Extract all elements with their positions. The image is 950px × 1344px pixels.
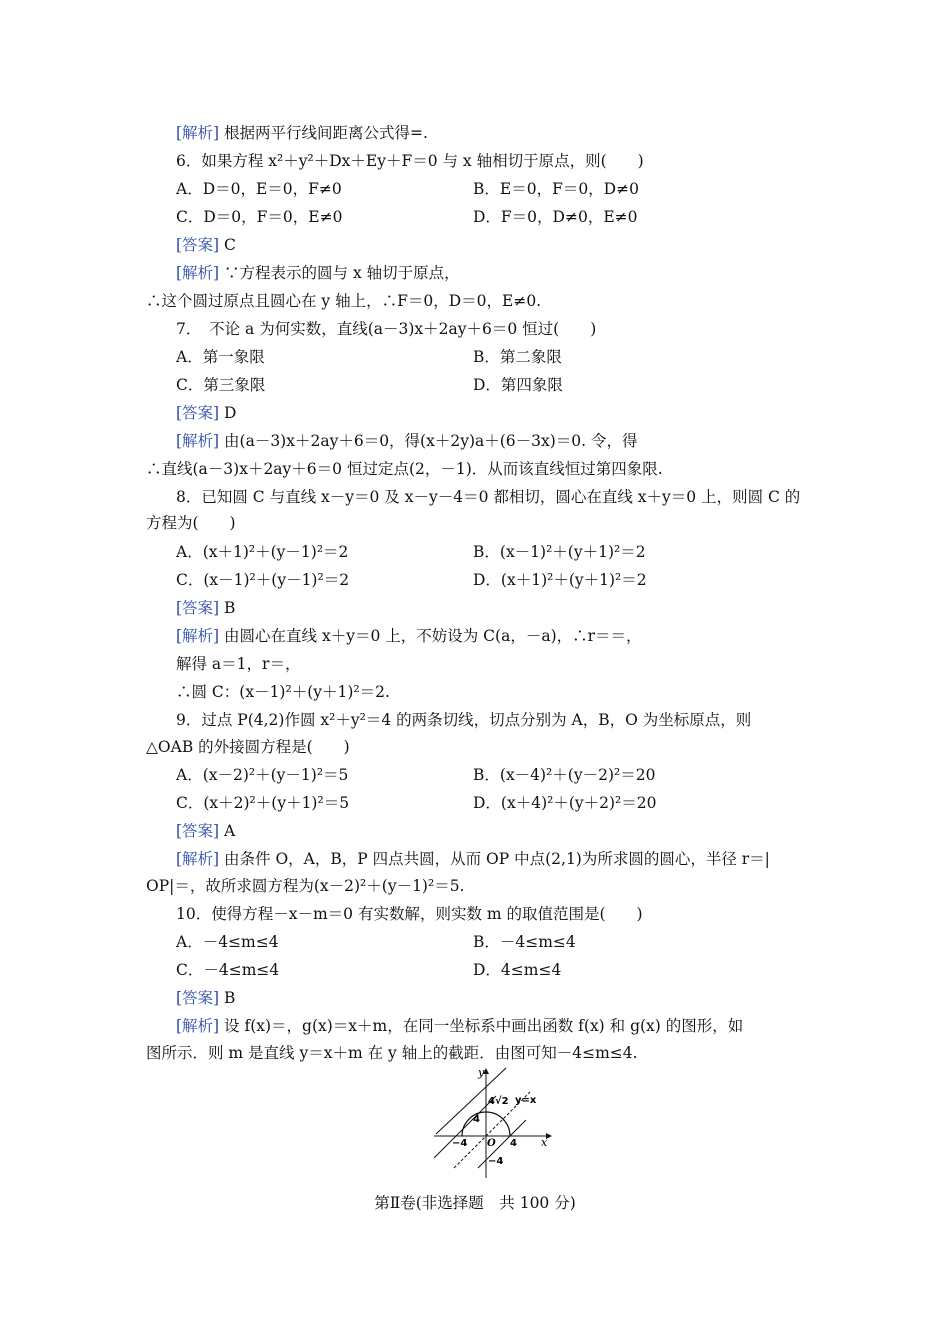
section-footer: 第Ⅱ卷(非选择题 共 100 分): [374, 1194, 576, 1212]
question-8-line2: 方程为( ): [146, 514, 236, 532]
analysis-7-line1: [解析] 由(a－3)x＋2ay＋6＝0，得(x＋2y)a＋(6－3x)＝0. 令，得: [176, 432, 638, 450]
question-7: 7． 不论 a 为何实数，直线(a－3)x＋2ay＋6＝0 恒过( ): [176, 320, 597, 338]
section-tag: [解析]: [176, 124, 220, 142]
analysis-9-line1: [解析] 由条件 O，A，B，P 四点共圆，从而 OP 中点(2,1)为所求圆的圆心，半径 r＝|: [176, 850, 770, 868]
option-10c: C．－4≤m≤4: [176, 961, 280, 979]
option-10d: D．4≤m≤4: [473, 961, 562, 979]
option-8d: D．(x＋1)²＋(y＋1)²＝2: [473, 571, 647, 589]
option-7d: D．第四象限: [473, 376, 563, 394]
option-9b: B．(x－4)²＋(y－2)²＝20: [473, 766, 656, 784]
question-6: 6．如果方程 x²＋y²＋Dx＋Ey＋F＝0 与 x 轴相切于原点，则( ): [176, 152, 644, 170]
label-y-neg4: −4: [488, 1156, 504, 1167]
section-tag: [解析]: [176, 264, 220, 282]
y-axis-label: y: [478, 1066, 485, 1079]
option-6d: D．F＝0，D≠0，E≠0: [473, 208, 638, 226]
option-9c: C．(x＋2)²＋(y＋1)²＝5: [176, 794, 350, 812]
question-10: 10．使得方程－x－m＝0 有实数解，则实数 m 的取值范围是( ): [176, 905, 643, 923]
analysis-6-line2: ∴这个圆过原点且圆心在 y 轴上，∴F＝0，D＝0，E≠0.: [146, 292, 542, 310]
analysis-7-line2: ∴直线(a－3)x＋2ay＋6＝0 恒过定点(2，－1)．从而该直线恒过第四象限.: [146, 460, 663, 478]
section-tag: [解析]: [176, 627, 220, 645]
analysis-6-line1: [解析] ∵方程表示的圆与 x 轴切于原点，: [176, 264, 460, 282]
answer-10: [答案] B: [176, 989, 236, 1007]
analysis-8-line2: 解得 a＝1，r＝，: [176, 655, 301, 673]
option-10b: B．－4≤m≤4: [473, 933, 576, 951]
question-9-line2: △OAB 的外接圆方程是( ): [146, 738, 350, 756]
section-tag: [解析]: [176, 850, 220, 868]
question-9-line1: 9．过点 P(4,2)作圆 x²＋y²＝4 的两条切线，切点分别为 A，B，O 为坐标原点，则: [176, 711, 752, 729]
analysis-8-line3: ∴圆 C：(x－1)²＋(y＋1)²＝2.: [176, 683, 390, 701]
answer-7: [答案] D: [176, 404, 237, 422]
analysis-10-line1: [解析] 设 f(x)＝，g(x)＝x＋m，在同一坐标系中画出函数 f(x) 和 g(x) 的图形，如: [176, 1017, 744, 1035]
x-axis-label: x: [541, 1136, 548, 1149]
option-6c: C．D＝0，F＝0，E≠0: [176, 208, 343, 226]
option-7b: B．第二象限: [473, 348, 562, 366]
label-y-4: 4: [473, 1114, 480, 1125]
section-tag: [解析]: [176, 432, 220, 450]
option-10a: A．－4≤m≤4: [176, 933, 279, 951]
option-9d: D．(x＋4)²＋(y＋2)²＝20: [473, 794, 657, 812]
answer-8: [答案] B: [176, 599, 236, 617]
option-7c: C．第三象限: [176, 376, 266, 394]
section-tag: [解析]: [176, 1017, 220, 1035]
option-8a: A．(x＋1)²＋(y－1)²＝2: [176, 543, 349, 561]
section-tag: [答案]: [176, 599, 220, 617]
option-8c: C．(x－1)²＋(y－1)²＝2: [176, 571, 350, 589]
question-8-line1: 8．已知圆 C 与直线 x－y＝0 及 x－y－4＝0 都相切，圆心在直线 x＋y＝0 上，则圆 C 的: [176, 488, 801, 506]
origin-label: O: [487, 1138, 496, 1149]
section-tag: [答案]: [176, 404, 220, 422]
label-x-neg4: −4: [452, 1138, 468, 1149]
analysis-10-line2: 图所示．则 m 是直线 y＝x＋m 在 y 轴上的截距．由图可知－4≤m≤4.: [146, 1044, 638, 1062]
label-4sqrt2: 4√2: [488, 1096, 509, 1107]
option-8b: B．(x－1)²＋(y＋1)²＝2: [473, 543, 646, 561]
option-9a: A．(x－2)²＋(y－1)²＝5: [176, 766, 349, 784]
label-line-y-x: y=x: [515, 1095, 537, 1106]
analysis-8-line1: [解析] 由圆心在直线 x＋y＝0 上，不妨设为 C(a，－a)，∴r＝＝，: [176, 627, 642, 645]
analysis-9-line2: OP|＝，故所求圆方程为(x－2)²＋(y－1)²＝5.: [146, 877, 465, 895]
answer-6: [答案] C: [176, 236, 236, 254]
option-7a: A．第一象限: [176, 348, 265, 366]
function-graph-figure: [426, 1066, 556, 1184]
option-6a: A．D＝0，E＝0，F≠0: [176, 180, 342, 198]
label-x-4: 4: [510, 1138, 517, 1149]
analysis-line: [解析] 根据两平行线间距离公式得=.: [176, 124, 428, 142]
option-6b: B．E＝0，F＝0，D≠0: [473, 180, 639, 198]
section-tag: [答案]: [176, 822, 220, 840]
answer-9: [答案] A: [176, 822, 236, 840]
section-tag: [答案]: [176, 236, 220, 254]
section-tag: [答案]: [176, 989, 220, 1007]
